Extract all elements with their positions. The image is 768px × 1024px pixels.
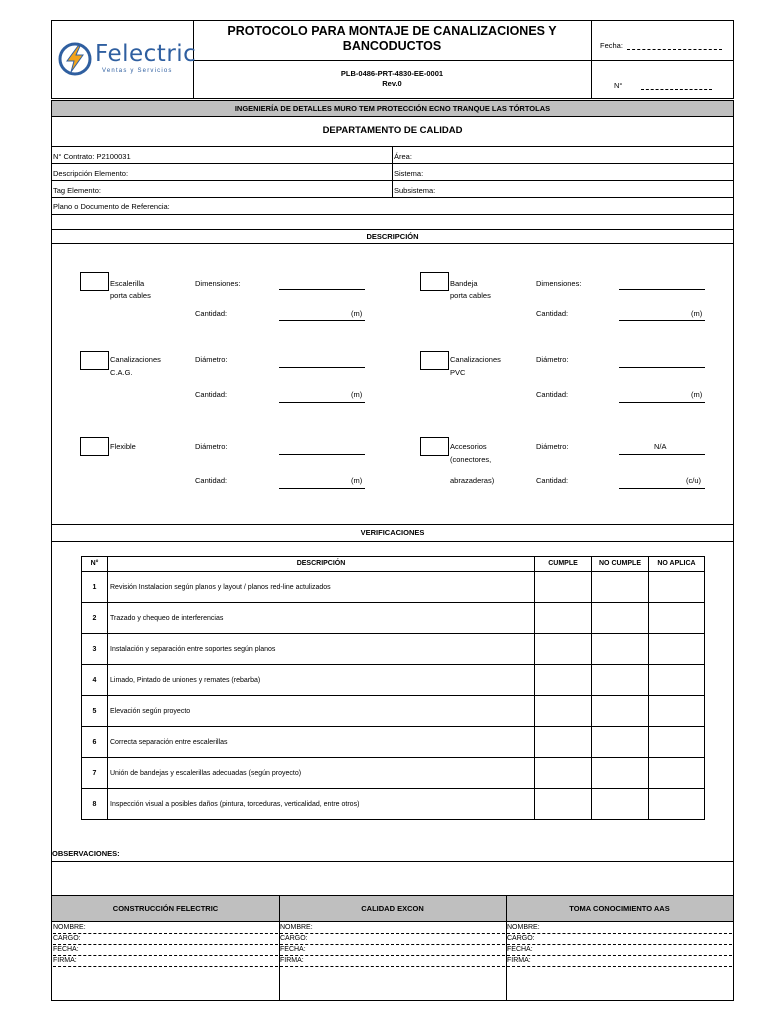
info-block: [51, 147, 734, 230]
signature-field[interactable]: FIRMA:: [280, 956, 505, 967]
logo-tagline: Ventas y Servicios: [102, 68, 173, 74]
quantity-input[interactable]: [619, 320, 705, 321]
unit-label: (m): [691, 309, 703, 318]
description-header: DESCRIPCIÓN: [51, 229, 734, 244]
item-name: Canalizaciones: [110, 355, 161, 364]
area-label: Área:: [394, 152, 412, 161]
code-text: PLB-0486-PRT-4830-EE-0001: [340, 69, 444, 78]
signature-field[interactable]: CARGO:: [53, 934, 278, 945]
subsystem-label: Subsistema:: [394, 186, 436, 195]
row-description: Correcta separación entre escalerillas: [107, 726, 535, 758]
dimension-input[interactable]: [279, 289, 365, 290]
cumple-cell[interactable]: [534, 726, 592, 758]
canalizaciones-cag-checkbox[interactable]: [80, 351, 109, 370]
title-line-1: PROTOCOLO PARA MONTAJE DE CANALIZACIONES Y: [227, 24, 557, 38]
element-desc-label: Descripción Elemento:: [53, 169, 129, 178]
number-label: N°: [614, 81, 623, 90]
signature-field[interactable]: FECHA:: [280, 945, 505, 956]
quantity-input[interactable]: [279, 402, 365, 403]
quantity-label: Cantidad:: [536, 476, 569, 485]
no-aplica-cell[interactable]: [648, 726, 705, 758]
unit-label: (c/u): [686, 476, 701, 485]
diameter-input[interactable]: [279, 454, 365, 455]
diameter-input[interactable]: [619, 367, 705, 368]
item-name-2: porta cables: [110, 291, 151, 300]
signature-field[interactable]: FIRMA:: [53, 956, 278, 967]
description-section: [51, 244, 734, 525]
cumple-cell[interactable]: [534, 695, 592, 727]
cumple-cell[interactable]: [534, 788, 592, 820]
col-header-description: DESCRIPCIÓN: [107, 556, 535, 572]
col-header-no-cumple: NO CUMPLE: [591, 556, 649, 572]
row-description: Limado, Pintado de uniones y remates (rebarba): [107, 664, 535, 696]
signature-column-title: CONSTRUCCIÓN FELECTRIC: [112, 904, 219, 913]
quantity-input[interactable]: [619, 402, 705, 403]
no-cumple-cell[interactable]: [591, 571, 649, 603]
number-field[interactable]: [641, 89, 712, 90]
title-line-2: BANCODUCTOS: [342, 39, 442, 53]
col-header-cumple: CUMPLE: [534, 556, 592, 572]
no-cumple-cell[interactable]: [591, 664, 649, 696]
revision-text: Rev.0: [382, 79, 402, 88]
item-name: Accesorios: [450, 442, 487, 451]
row-number: 6: [81, 726, 108, 758]
signature-field[interactable]: FECHA:: [53, 945, 278, 956]
signature-field[interactable]: CARGO:: [507, 934, 732, 945]
signature-field[interactable]: NOMBRE:: [53, 923, 278, 934]
quantity-input[interactable]: [619, 488, 705, 489]
signature-field[interactable]: CARGO:: [280, 934, 505, 945]
row-number: 3: [81, 633, 108, 665]
bandeja-checkbox[interactable]: [420, 272, 449, 291]
field-label: Diámetro:: [195, 442, 228, 451]
cumple-cell[interactable]: [534, 571, 592, 603]
signature-field[interactable]: FECHA:: [507, 945, 732, 956]
observations-field[interactable]: [52, 862, 733, 894]
no-aplica-cell[interactable]: [648, 788, 705, 820]
row-description: Revisión Instalacion según planos y layout / planos red-line actulizados: [107, 571, 535, 603]
contract-row: [53, 151, 131, 162]
col-header-n: N°: [81, 556, 108, 572]
quantity-label: Cantidad:: [195, 309, 228, 318]
no-cumple-cell[interactable]: [591, 695, 649, 727]
contract-label: N° Contrato:: [53, 152, 95, 161]
row-number: 1: [81, 571, 108, 603]
signature-field[interactable]: FIRMA:: [507, 956, 732, 967]
signature-field[interactable]: NOMBRE:: [280, 923, 505, 934]
row-number: 2: [81, 602, 108, 634]
canalizaciones-pvc-checkbox[interactable]: [420, 351, 449, 370]
no-cumple-cell[interactable]: [591, 602, 649, 634]
verifications-table: [81, 556, 705, 818]
diameter-value[interactable]: N/A: [654, 442, 667, 451]
item-name-2: porta cables: [450, 291, 491, 300]
item-name: Canalizaciones: [450, 355, 501, 364]
item-name: Bandeja: [450, 279, 478, 288]
unit-label: (m): [351, 390, 363, 399]
signatures-block: [51, 895, 734, 1001]
page-title: [194, 24, 590, 54]
date-label: Fecha:: [600, 41, 623, 50]
cumple-cell[interactable]: [534, 757, 592, 789]
row-description: Instalación y separación entre soportes según planos: [107, 633, 535, 665]
no-aplica-cell[interactable]: [648, 633, 705, 665]
item-name-2: C.A.G.: [110, 368, 133, 377]
row-number: 7: [81, 757, 108, 789]
no-cumple-cell[interactable]: [591, 726, 649, 758]
escalerilla-checkbox[interactable]: [80, 272, 109, 291]
contract-value[interactable]: P2100031: [96, 152, 131, 161]
quantity-label: Cantidad:: [536, 390, 569, 399]
no-aplica-cell[interactable]: [648, 571, 705, 603]
no-aplica-cell[interactable]: [648, 695, 705, 727]
diameter-input[interactable]: [619, 454, 705, 455]
verifications-header: VERIFICACIONES: [51, 524, 734, 542]
signature-column-title: TOMA CONOCIMIENTO AAS: [569, 904, 670, 913]
field-label: Diámetro:: [536, 355, 569, 364]
col-header-no-aplica: NO APLICA: [648, 556, 705, 572]
accesorios-checkbox[interactable]: [420, 437, 449, 456]
item-name: Escalerilla: [110, 279, 145, 288]
quantity-label: Cantidad:: [195, 390, 228, 399]
signature-field[interactable]: NOMBRE:: [507, 923, 732, 934]
plan-label: Plano o Documento de Referencia:: [53, 202, 170, 211]
field-label: Dimensiones:: [536, 279, 582, 288]
document-code: [194, 69, 590, 89]
row-description: Inspección visual a posibles daños (pintura, torceduras, verticalidad, entre otros): [107, 788, 535, 820]
no-aplica-cell[interactable]: [648, 664, 705, 696]
field-label: Diámetro:: [536, 442, 569, 451]
no-aplica-cell[interactable]: [648, 602, 705, 634]
date-field[interactable]: [627, 49, 722, 50]
unit-label: (m): [351, 476, 363, 485]
quantity-input[interactable]: [279, 488, 365, 489]
observations-label: OBSERVACIONES:: [52, 849, 120, 858]
item-name-2: PVC: [450, 368, 466, 377]
cumple-cell[interactable]: [534, 633, 592, 665]
felectric-logo: [58, 40, 197, 78]
row-number: 4: [81, 664, 108, 696]
quantity-label: Cantidad:: [195, 476, 228, 485]
no-aplica-cell[interactable]: [648, 757, 705, 789]
no-cumple-cell[interactable]: [591, 757, 649, 789]
tag-label: Tag Elemento:: [53, 186, 101, 195]
row-number: 8: [81, 788, 108, 820]
unit-label: (m): [351, 309, 363, 318]
system-label: Sistema:: [394, 169, 424, 178]
diameter-input[interactable]: [279, 367, 365, 368]
flexible-checkbox[interactable]: [80, 437, 109, 456]
cumple-cell[interactable]: [534, 664, 592, 696]
signature-column-title: CALIDAD EXCON: [361, 904, 424, 913]
row-description: Trazado y chequeo de interferencias: [107, 602, 535, 634]
no-cumple-cell[interactable]: [591, 633, 649, 665]
row-description: Elevación según proyecto: [107, 695, 535, 727]
item-name-3: abrazaderas): [450, 476, 495, 485]
item-name-2: (conectores,: [450, 455, 492, 464]
project-bar: INGENIERÍA DE DETALLES MURO TEM PROTECCIÓN ECNO TRANQUE LAS TÓRTOLAS: [51, 100, 734, 117]
logo-brand: Felectric: [95, 41, 197, 67]
quantity-input[interactable]: [279, 320, 365, 321]
dimension-input[interactable]: [619, 289, 705, 290]
row-number: 5: [81, 695, 108, 727]
field-label: Dimensiones:: [195, 279, 241, 288]
row-description: Unión de bandejas y escalerillas adecuadas (según proyecto): [107, 757, 535, 789]
department-title: DEPARTAMENTO DE CALIDAD: [51, 117, 734, 147]
quantity-label: Cantidad:: [536, 309, 569, 318]
item-name: Flexible: [110, 442, 136, 451]
field-label: Diámetro:: [195, 355, 228, 364]
unit-label: (m): [691, 390, 703, 399]
no-cumple-cell[interactable]: [591, 788, 649, 820]
cumple-cell[interactable]: [534, 602, 592, 634]
